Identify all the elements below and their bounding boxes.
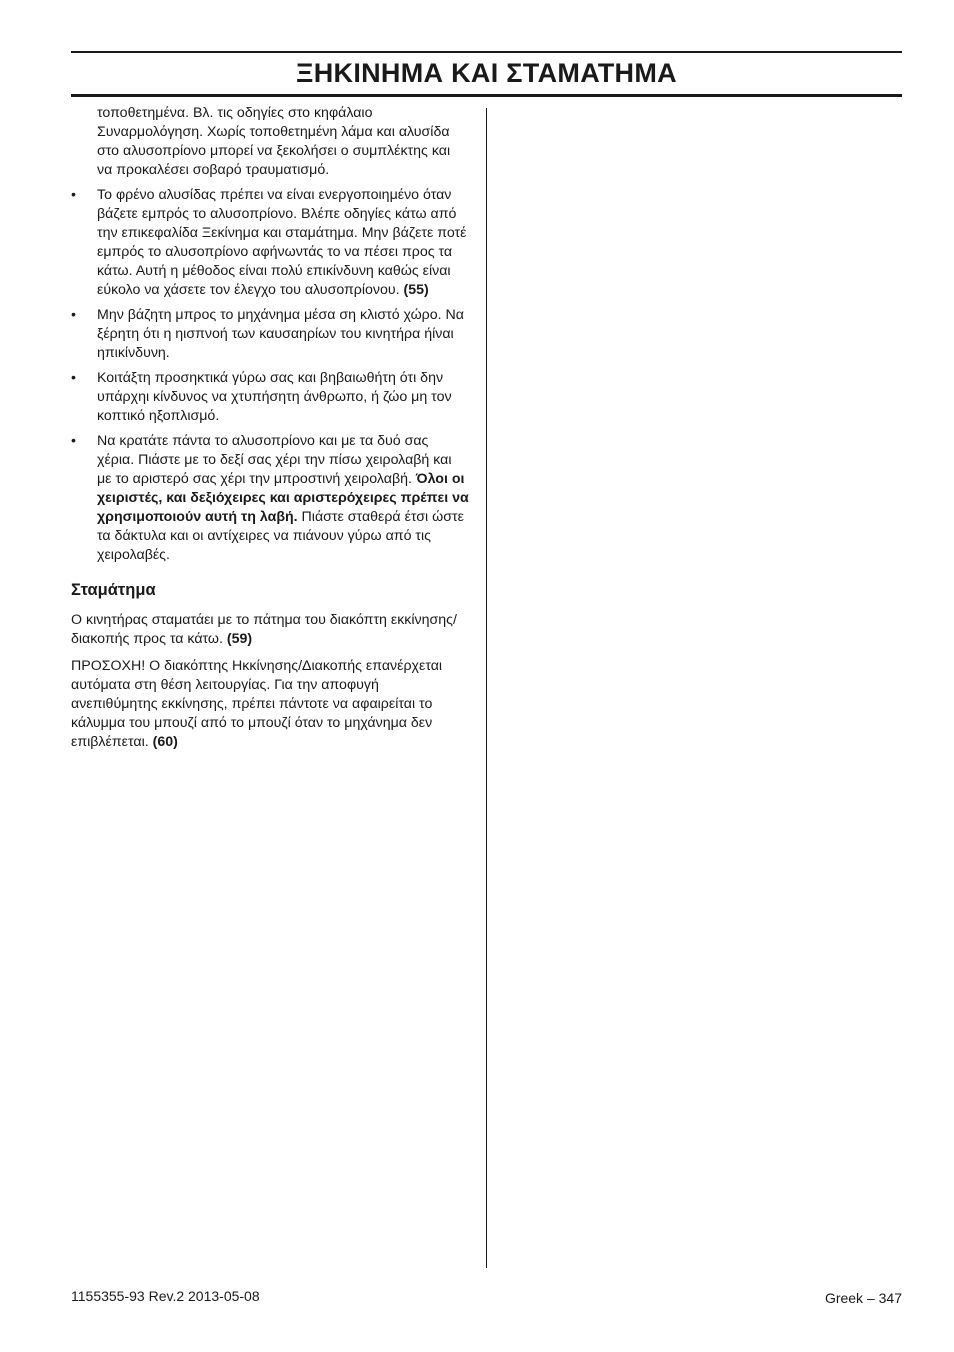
left-column [71, 104, 469, 760]
list-item [71, 369, 469, 426]
list-item [71, 432, 469, 565]
warning-paragraph [71, 657, 469, 752]
figure-reference: (55) [403, 282, 429, 298]
list-item-text: Μην βάζητη μπρος το μηχάνημα μέσα ση κλιστό χώρο. Να ξέρητη ότι η ηισπνοή των καυσαηρίων του κινητήρα ήίναι ηπικίνδυνη. [97, 307, 464, 361]
header-bottom-rule [71, 94, 902, 97]
bullet-marker: • [71, 187, 76, 203]
figure-reference: (60) [152, 734, 178, 750]
body-paragraph [71, 611, 469, 649]
bullet-marker: • [71, 307, 76, 323]
emphasized-text: Όλοι οι χειριστές, και δεξιόχειρες και αριστερόχειρες πρέπει να χρησιμοποιούν αυτή τη λαβή. [97, 471, 469, 525]
column-divider [486, 108, 487, 1268]
page-title: ΞΗΚΙΝΗΜΑ ΚΑΙ ΣΤΑΜΑΤΗΜΑ [296, 58, 677, 88]
list-item-text: Πιάστε σταθερά έτσι ώστε τα δάκτυλα και οι αντίχειρες να πιάνουν γύρω από τις χειρολαβές. [97, 509, 464, 563]
bullet-marker: • [71, 370, 76, 386]
footer-document-id: 1155355-93 Rev.2 2013-05-08 [71, 1288, 260, 1304]
bullet-marker: • [71, 433, 76, 449]
paragraph-text: Ο κινητήρας σταματάει με το πάτημα του διακόπτη εκκίνησης/διακοπής προς τα κάτω. [71, 612, 457, 647]
list-item-text: Κοιτάξτη προσηκτικά γύρω σας και βηβαιωθήτη ότι δην υπάρχηι κίνδυνος να χτυπήσητη άνθρωπο, ή ζώο μη τον κοπτικό ηξοπλισμό. [97, 370, 452, 424]
list-item [71, 306, 469, 363]
figure-reference: (59) [226, 631, 253, 647]
list-item-text: Να κρατάτε πάντα το αλυσοπρίονο και με τα δυό σας χέρια. Πιάστε με το δεξί σας χέρι την πίσω χειρολαβή και με το αριστερό σας χέρι την μπροστινή χειρολαβή. [97, 433, 452, 487]
section-heading: Σταμάτημα [71, 581, 156, 599]
list-item [71, 186, 469, 300]
continued-text: τοποθετημένα. Βλ. τις οδηγίες στο κηφάλαιο Συναρμολόγηση. Χωρίς τοποθετημένη λάμα και αλυσίδα στο αλυσοπρίονο μπορεί να ξεκολήσει ο συμπλέκτης και να προκαλέσει σοβαρό τραυματισμό. [97, 105, 451, 178]
footer-page-number: Greek – 347 [824, 1290, 902, 1306]
paragraph-text: ΠΡΟΣΟΧΗ! Ο διακόπτης Ηκκίνησης/Διακοπής επανέρχεται αυτόματα στη θέση λειτουργίας. Για την αποφυγή ανεπιθύμητης εκκίνησης, πρέπει πάντοτε να αφαιρείται το κάλυμμα του μπουζί από το μπουζί όταν το μηχάνημα δεν επιβλέπεται. [71, 658, 443, 750]
safety-bullet-list [71, 186, 469, 565]
header-top-rule [71, 51, 902, 53]
list-item-text: Το φρένο αλυσίδας πρέπει να είναι ενεργοποιημένο όταν βάζετε εμπρός το αλυσοπρίονο. Βλέπε οδηγίες κάτω από την επικεφαλίδα Ξεκίνημα και σταμάτημα. Μην βάζετε ποτέ εμπρός το αλυσοπρίονο αφήνωντάς το να πέσει προς τα κάτω. Αυτή η μέθοδος είναι πολύ επικίνδυνη καθώς είναι εύκολο να χάσετε τον έλεγχο του αλυσοπρίονου. [97, 187, 467, 298]
